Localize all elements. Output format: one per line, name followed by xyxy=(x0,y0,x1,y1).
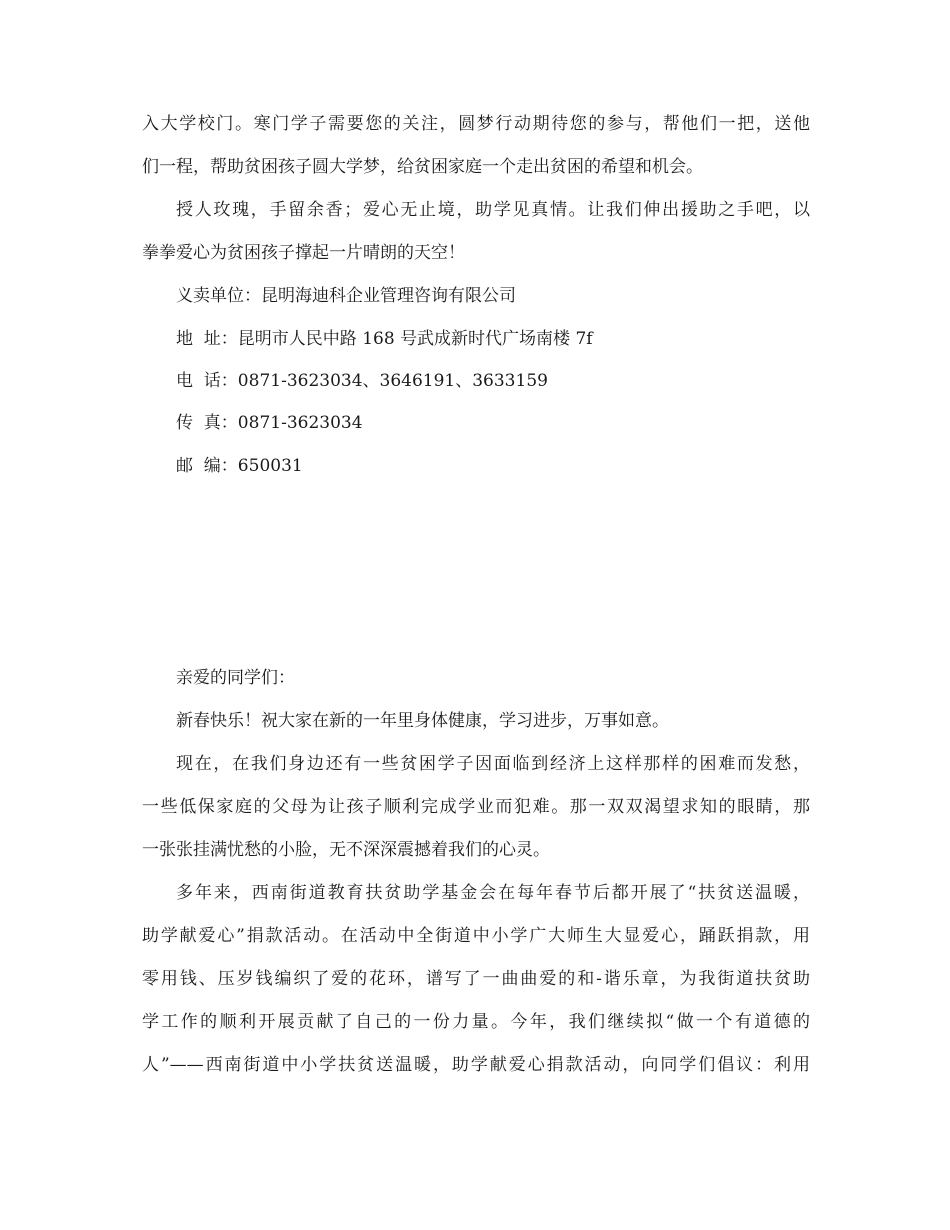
address-line: 地 址：昆明市人民中路 168 号武成新时代广场南楼 7f xyxy=(176,329,593,349)
paragraph-line: 授人玫瑰，手留余香；爱心无止境，助学见真情。让我们伸出援助之手吧，以 xyxy=(176,200,810,220)
paragraph-line: 人”——西南街道中小学扶贫送温暖，助学献爱心捐款活动，向同学们倡议：利用 xyxy=(142,1055,810,1075)
paragraph-line: 一些低保家庭的父母为让孩子顺利完成学业而犯难。那一双双渴望求知的眼睛，那 xyxy=(142,797,810,817)
fax-line: 传 真：0871-3623034 xyxy=(176,413,363,433)
paragraph-line: 入大学校门。寒门学子需要您的关注，圆梦行动期待您的参与，帮他们一把，送他 xyxy=(142,114,810,134)
phone-line: 电 话：0871-3623034、3646191、3633159 xyxy=(176,371,548,391)
paragraph-line: 现在，在我们身边还有一些贫困学子因面临到经济上这样那样的困难而发愁， xyxy=(176,754,810,774)
greeting-line: 亲爱的同学们： xyxy=(176,668,295,688)
paragraph-line: 学工作的顺利开展贡献了自己的一份力量。今年，我们继续拟“做一个有道德的 xyxy=(142,1012,810,1032)
paragraph-line: 助学献爱心”捐款活动。在活动中全街道中小学广大师生大显爱心，踊跃捐款，用 xyxy=(142,926,810,946)
paragraph-line: 们一程，帮助贫困孩子圆大学梦，给贫困家庭一个走出贫困的希望和机会。 xyxy=(142,157,703,177)
postcode-line: 邮 编：650031 xyxy=(176,456,303,476)
organizer-line: 义卖单位：昆明海迪科企业管理咨询有限公司 xyxy=(176,286,516,306)
paragraph-line: 拳拳爱心为贫困孩子撑起一片晴朗的天空！ xyxy=(142,243,465,263)
paragraph-line: 一张张挂满忧愁的小脸，无不深深震撼着我们的心灵。 xyxy=(142,840,550,860)
wish-line: 新春快乐！祝大家在新的一年里身体健康，学习进步，万事如意。 xyxy=(176,711,669,731)
paragraph-line: 多年来，西南街道教育扶贫助学基金会在每年春节后都开展了“扶贫送温暖， xyxy=(176,883,810,903)
paragraph-line: 零用钱、压岁钱编织了爱的花环，谱写了一曲曲爱的和-谐乐章，为我街道扶贫助 xyxy=(142,969,810,989)
